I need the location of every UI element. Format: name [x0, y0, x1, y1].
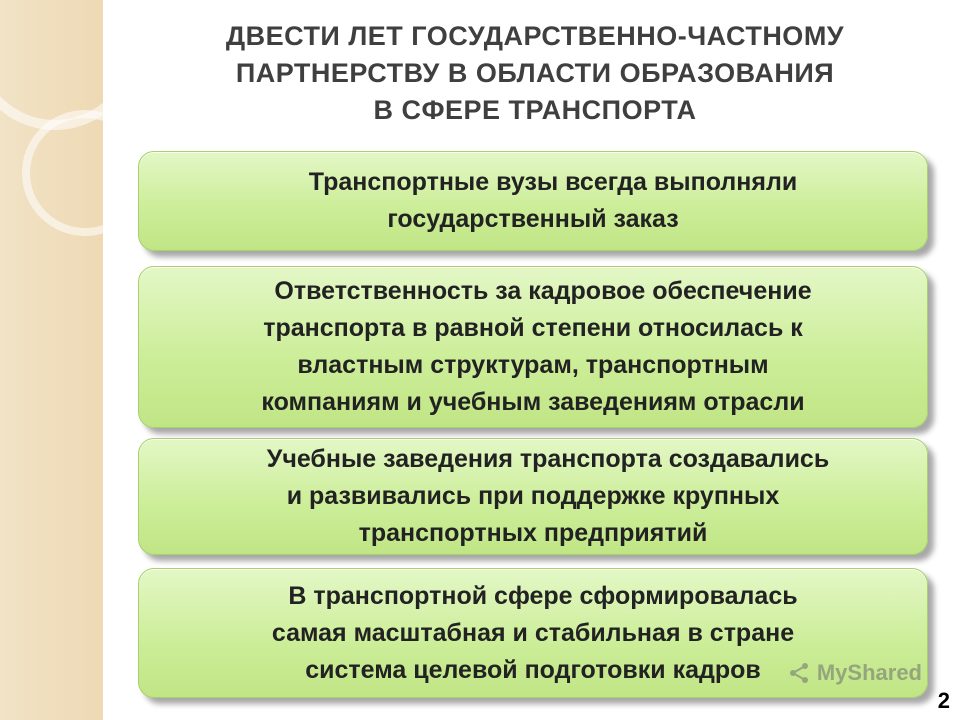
statement-line: властным структурам, транспортным [297, 351, 769, 379]
statement-box-1 [138, 151, 928, 251]
statement-line: и развивались при поддержке крупных [286, 482, 780, 510]
statement-text [254, 273, 811, 421]
statement-box-2 [138, 266, 928, 428]
statement-line: В транспортной сфере сформировалась [288, 581, 798, 610]
statement-line: компаниям и учебным заведениям отрасли [261, 388, 805, 416]
watermark [787, 660, 922, 686]
statement-line: система целевой подготовки кадров [305, 655, 761, 684]
statement-line: транспортных предприятий [358, 519, 708, 547]
statement-line: государственный заказ [387, 205, 679, 233]
title-line: ДВЕСТИ ЛЕТ ГОСУДАРСТВЕННО-ЧАСТНОМУ [225, 21, 845, 51]
statement-line: транспорта в равной степени относилась к [263, 314, 803, 342]
statement-line: Транспортные вузы всегда выполняли [308, 168, 798, 196]
statement-line: самая масштабная и стабильная в стране [271, 618, 795, 647]
statement-box-3 [138, 438, 928, 555]
title-line: ПАРТНЕРСТВУ В ОБЛАСТИ ОБРАЗОВАНИЯ [235, 58, 835, 88]
side-divider [103, 0, 106, 720]
title-line: В СФЕРЕ ТРАНСПОРТА [373, 95, 697, 125]
statement-line: Учебные заведения транспорта создавались [266, 445, 830, 473]
statement-text [269, 164, 797, 238]
watermark-text: MyShared [816, 660, 922, 685]
statement-text [268, 578, 797, 689]
slide-title [120, 18, 950, 129]
share-icon [787, 661, 811, 685]
statement-line: Ответственность за кадровое обеспечение [274, 277, 812, 305]
side-decoration [0, 0, 103, 720]
statement-text [237, 441, 829, 552]
slide-number: 2 [937, 688, 950, 713]
decorative-ring [22, 110, 103, 236]
